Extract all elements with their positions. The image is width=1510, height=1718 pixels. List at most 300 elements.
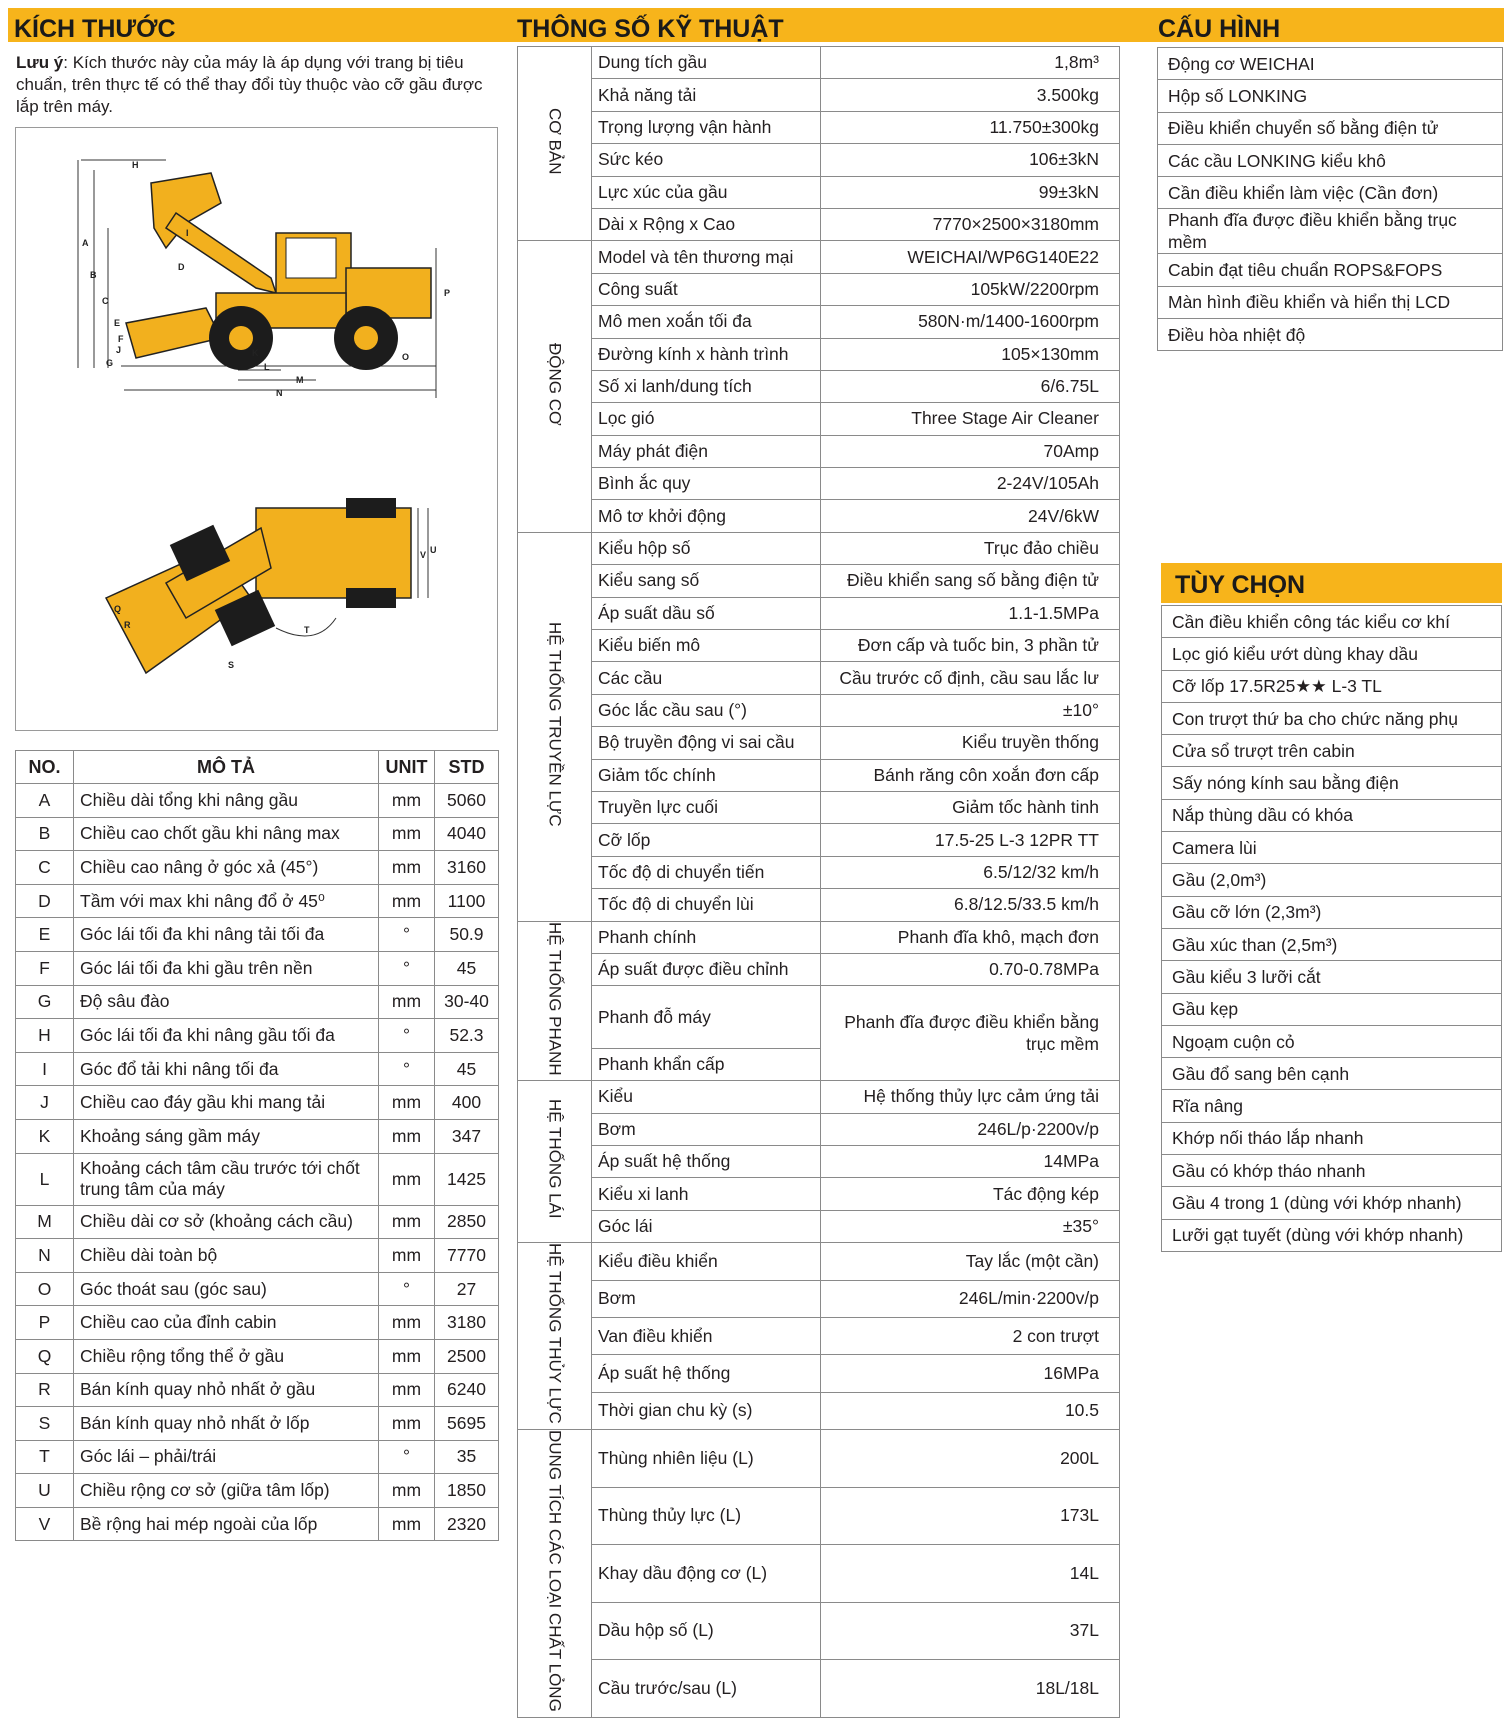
dimension-desc: Độ sâu đào — [74, 985, 379, 1019]
dimension-std: 45 — [435, 1052, 499, 1086]
option-row — [1162, 1187, 1502, 1219]
note-text: : Kích thước này của máy là áp dụng với trang bị tiêu chuẩn, trên thực tế có thể thay đổi tùy thuộc vào cỡ gầu được lắp trên máy. — [16, 53, 483, 116]
svg-text:C: C — [102, 296, 109, 306]
dimension-unit: ° — [379, 1272, 435, 1306]
col-no-header: NO. — [16, 751, 74, 784]
spec-value: Cầu trước cố định, cầu sau lắc lư — [821, 662, 1120, 694]
spec-label: Áp suất hệ thống — [592, 1145, 821, 1177]
spec-value: 105×130mm — [821, 338, 1120, 370]
spec-label: Van điều khiển — [592, 1317, 821, 1354]
dimension-unit: mm — [379, 1086, 435, 1120]
spec-row — [518, 1545, 1120, 1603]
dimension-no: L — [16, 1153, 74, 1205]
dimension-std: 52.3 — [435, 1019, 499, 1053]
spec-value: 580N·m/1400-1600rpm — [821, 306, 1120, 338]
spec-row — [518, 1210, 1120, 1242]
spec-value: Kiểu truyền thống — [821, 727, 1120, 759]
dimension-no: G — [16, 985, 74, 1019]
dimension-row — [16, 1153, 499, 1205]
dimension-unit: mm — [379, 1239, 435, 1273]
option-row — [1162, 767, 1502, 799]
dimensions-title: KÍCH THƯỚC — [14, 15, 176, 43]
option-row — [1162, 670, 1502, 702]
option-item: Gầu (2,0m³) — [1162, 864, 1502, 896]
spec-label: Số xi lanh/dung tích — [592, 370, 821, 402]
option-row — [1162, 864, 1502, 896]
spec-label: Áp suất dầu số — [592, 597, 821, 629]
spec-row — [518, 791, 1120, 823]
dimension-no: U — [16, 1474, 74, 1508]
config-list — [1157, 47, 1503, 351]
config-row — [1158, 144, 1503, 176]
config-row — [1158, 319, 1503, 351]
spec-row — [518, 1243, 1120, 1280]
spec-value: 10.5 — [821, 1392, 1120, 1429]
spec-row — [518, 1487, 1120, 1545]
dimension-desc: Góc đổ tải khi nâng tối đa — [74, 1052, 379, 1086]
spec-category — [518, 47, 592, 241]
spec-row — [518, 1081, 1120, 1113]
spec-label: Thùng nhiên liệu (L) — [592, 1429, 821, 1487]
option-item: Gầu xúc than (2,5m³) — [1162, 928, 1502, 960]
dimension-std: 27 — [435, 1272, 499, 1306]
dimension-row — [16, 1205, 499, 1239]
dimension-row — [16, 1407, 499, 1441]
dimension-std: 3160 — [435, 851, 499, 885]
spec-label: Giảm tốc chính — [592, 759, 821, 791]
dimension-unit: mm — [379, 1474, 435, 1508]
spec-value: 14MPa — [821, 1145, 1120, 1177]
option-item: Cỡ lốp 17.5R25★★ L-3 TL — [1162, 670, 1502, 702]
dimension-unit: mm — [379, 884, 435, 918]
dimension-row — [16, 1239, 499, 1273]
spec-value: 2 con trượt — [821, 1317, 1120, 1354]
dimension-no: S — [16, 1407, 74, 1441]
spec-value: ±10° — [821, 694, 1120, 726]
option-item: Cửa sổ trượt trên cabin — [1162, 735, 1502, 767]
svg-text:O: O — [402, 352, 410, 362]
config-item: Các cầu LONKING kiểu khô — [1158, 144, 1503, 176]
spec-row — [518, 1145, 1120, 1177]
dimension-no: P — [16, 1306, 74, 1340]
dimension-desc: Bán kính quay nhỏ nhất ở lốp — [74, 1407, 379, 1441]
spec-row — [518, 47, 1120, 79]
option-item: Gầu kiểu 3 lưỡi cắt — [1162, 961, 1502, 993]
spec-row — [518, 468, 1120, 500]
dimension-desc: Chiều cao của đỉnh cabin — [74, 1306, 379, 1340]
option-item: Sấy nóng kính sau bằng điện — [1162, 767, 1502, 799]
dimension-desc: Chiều dài tổng khi nâng gầu — [74, 784, 379, 818]
dimension-std: 2500 — [435, 1339, 499, 1373]
spec-row — [518, 921, 1120, 953]
dimension-no: M — [16, 1205, 74, 1239]
spec-value: 6.8/12.5/33.5 km/h — [821, 889, 1120, 921]
spec-label: Dầu hộp số (L) — [592, 1602, 821, 1660]
spec-value: 6/6.75L — [821, 370, 1120, 402]
option-row — [1162, 1025, 1502, 1057]
dimension-unit: mm — [379, 985, 435, 1019]
spec-label: Kiểu hộp số — [592, 532, 821, 564]
svg-text:J: J — [116, 345, 122, 355]
option-row — [1162, 799, 1502, 831]
col-unit-header: UNIT — [379, 751, 435, 784]
dimension-no: C — [16, 851, 74, 885]
spec-value: 1,8m³ — [821, 47, 1120, 79]
dimension-row — [16, 1339, 499, 1373]
config-item: Điều hòa nhiệt độ — [1158, 319, 1503, 351]
spec-label: Dung tích gầu — [592, 47, 821, 79]
dimension-desc: Chiều rộng cơ sở (giữa tâm lốp) — [74, 1474, 379, 1508]
spec-label: Model và tên thương mại — [592, 241, 821, 273]
spec-category-label: HỆ THỐNG THỦY LỰC — [545, 1243, 565, 1424]
spec-row — [518, 953, 1120, 985]
spec-label: Lọc gió — [592, 403, 821, 435]
option-row — [1162, 638, 1502, 670]
spec-value: 16MPa — [821, 1355, 1120, 1392]
dimension-std: 5695 — [435, 1407, 499, 1441]
dimension-no: F — [16, 951, 74, 985]
dimension-no: D — [16, 884, 74, 918]
dimension-std: 50.9 — [435, 918, 499, 952]
specs-title: THÔNG SỐ KỸ THUẬT — [517, 15, 784, 43]
spec-value: 246L/min·2200v/p — [821, 1280, 1120, 1317]
dimension-row — [16, 1306, 499, 1340]
option-item: Gầu có khớp tháo nhanh — [1162, 1155, 1502, 1187]
specs-table — [517, 46, 1120, 1718]
spec-label: Phanh chính — [592, 921, 821, 953]
dimension-std: 35 — [435, 1440, 499, 1474]
dimension-no: T — [16, 1440, 74, 1474]
spec-row — [518, 1660, 1120, 1718]
dimension-no: N — [16, 1239, 74, 1273]
spec-label: Kiểu điều khiển — [592, 1243, 821, 1280]
spec-label: Lực xúc của gầu — [592, 176, 821, 208]
spec-value: 1.1-1.5MPa — [821, 597, 1120, 629]
spec-row — [518, 565, 1120, 597]
dimension-no: E — [16, 918, 74, 952]
spec-row — [518, 79, 1120, 111]
dimension-row — [16, 851, 499, 885]
dimension-std: 45 — [435, 951, 499, 985]
svg-text:Q: Q — [114, 604, 122, 614]
dimension-row — [16, 1272, 499, 1306]
spec-value: 3.500kg — [821, 79, 1120, 111]
svg-text:P: P — [444, 288, 451, 298]
spec-category — [518, 921, 592, 1081]
dimension-desc: Chiều rộng tổng thể ở gầu — [74, 1339, 379, 1373]
spec-value: 200L — [821, 1429, 1120, 1487]
option-row — [1162, 702, 1502, 734]
spec-category-label: CƠ BẢN — [545, 107, 565, 175]
option-item: Rĩa nâng — [1162, 1090, 1502, 1122]
dimension-row — [16, 1052, 499, 1086]
dimension-unit: mm — [379, 1339, 435, 1373]
spec-row — [518, 1280, 1120, 1317]
dimension-desc: Tầm với max khi nâng đổ ở 45⁰ — [74, 884, 379, 918]
svg-text:M: M — [296, 375, 304, 385]
spec-label: Truyền lực cuối — [592, 791, 821, 823]
spec-label: Tốc độ di chuyển tiến — [592, 856, 821, 888]
svg-text:A: A — [82, 238, 89, 248]
spec-label: Áp suất được điều chỉnh — [592, 953, 821, 985]
dimension-std: 30-40 — [435, 985, 499, 1019]
dimension-desc: Góc thoát sau (góc sau) — [74, 1272, 379, 1306]
dimension-desc: Chiều cao chốt gầu khi nâng max — [74, 817, 379, 851]
spec-label: Kiểu sang số — [592, 565, 821, 597]
spec-row — [518, 435, 1120, 467]
dimension-std: 347 — [435, 1119, 499, 1153]
options-title: TÙY CHỌN — [1175, 571, 1306, 599]
spec-row — [518, 370, 1120, 402]
config-row — [1158, 286, 1503, 318]
spec-row — [518, 500, 1120, 532]
option-row — [1162, 735, 1502, 767]
option-row — [1162, 896, 1502, 928]
dimension-desc: Chiều cao đáy gầu khi mang tải — [74, 1086, 379, 1120]
dimension-std: 3180 — [435, 1306, 499, 1340]
dimension-no: I — [16, 1052, 74, 1086]
svg-text:L: L — [264, 362, 270, 372]
config-item: Phanh đĩa được điều khiển bằng trục mềm — [1158, 209, 1503, 254]
dimension-no: Q — [16, 1339, 74, 1373]
spec-row — [518, 403, 1120, 435]
col-desc-header: MÔ TẢ — [74, 751, 379, 784]
option-item: Lọc gió kiểu ướt dùng khay dầu — [1162, 638, 1502, 670]
spec-value: WEICHAI/WP6G140E22 — [821, 241, 1120, 273]
config-row — [1158, 80, 1503, 112]
spec-value: 6.5/12/32 km/h — [821, 856, 1120, 888]
dimension-no: J — [16, 1086, 74, 1120]
spec-row — [518, 694, 1120, 726]
spec-value: 11.750±300kg — [821, 111, 1120, 143]
options-list — [1161, 605, 1502, 1252]
dimension-unit: mm — [379, 1119, 435, 1153]
dimension-desc: Bán kính quay nhỏ nhất ở gầu — [74, 1373, 379, 1407]
dimension-row — [16, 918, 499, 952]
spec-label: Góc lắc cầu sau (°) — [592, 694, 821, 726]
spec-label: Tốc độ di chuyển lùi — [592, 889, 821, 921]
spec-value: 105kW/2200rpm — [821, 273, 1120, 305]
option-row — [1162, 961, 1502, 993]
dimension-unit: mm — [379, 1205, 435, 1239]
svg-text:T: T — [304, 625, 310, 635]
spec-row — [518, 824, 1120, 856]
dimension-unit: mm — [379, 817, 435, 851]
dimension-std: 1425 — [435, 1153, 499, 1205]
dimension-row — [16, 1019, 499, 1053]
spec-row — [518, 759, 1120, 791]
config-row — [1158, 177, 1503, 209]
dimension-row — [16, 1507, 499, 1541]
spec-value: Hệ thống thủy lực cảm ứng tải — [821, 1081, 1120, 1113]
spec-row — [518, 986, 1120, 1048]
spec-value: Three Stage Air Cleaner — [821, 403, 1120, 435]
spec-row — [518, 1113, 1120, 1145]
dimension-row — [16, 1119, 499, 1153]
spec-row — [518, 1355, 1120, 1392]
spec-value: 173L — [821, 1487, 1120, 1545]
spec-row — [518, 532, 1120, 564]
spec-value: 14L — [821, 1545, 1120, 1603]
option-item: Ngoạm cuộn cỏ — [1162, 1025, 1502, 1057]
svg-text:E: E — [114, 318, 121, 328]
svg-text:I: I — [186, 228, 189, 238]
spec-label: Kiểu biến mô — [592, 630, 821, 662]
spec-row — [518, 630, 1120, 662]
spec-value: Bánh răng côn xoắn đơn cấp — [821, 759, 1120, 791]
note-label: Lưu ý — [16, 53, 64, 72]
option-row — [1162, 832, 1502, 864]
dimension-std: 400 — [435, 1086, 499, 1120]
option-item: Gầu 4 trong 1 (dùng với khớp nhanh) — [1162, 1187, 1502, 1219]
config-row — [1158, 112, 1503, 144]
spec-value: Điều khiển sang số bằng điện tử — [821, 565, 1120, 597]
dimension-unit: mm — [379, 851, 435, 885]
svg-text:N: N — [276, 388, 283, 398]
dimension-unit: ° — [379, 951, 435, 985]
dimension-desc: Bề rộng hai mép ngoài của lốp — [74, 1507, 379, 1541]
spec-row — [518, 306, 1120, 338]
dimension-row — [16, 1373, 499, 1407]
spec-value: Giảm tốc hành tinh — [821, 791, 1120, 823]
option-item: Gầu đổ sang bên cạnh — [1162, 1058, 1502, 1090]
spec-label: Phanh khẩn cấp — [592, 1048, 821, 1080]
dimension-row — [16, 985, 499, 1019]
dimension-no: H — [16, 1019, 74, 1053]
config-row — [1158, 48, 1503, 80]
spec-label: Đường kính x hành trình — [592, 338, 821, 370]
config-title: CẤU HÌNH — [1158, 15, 1281, 43]
spec-row — [518, 727, 1120, 759]
dimension-desc: Góc lái – phải/trái — [74, 1440, 379, 1474]
spec-row — [518, 208, 1120, 240]
spec-value: Phanh đĩa được điều khiển bằng trục mềm — [821, 986, 1120, 1081]
spec-row — [518, 1317, 1120, 1354]
spec-label: Cỡ lốp — [592, 824, 821, 856]
spec-row — [518, 176, 1120, 208]
spec-label: Thùng thủy lực (L) — [592, 1487, 821, 1545]
spec-row — [518, 1178, 1120, 1210]
col-std-header: STD — [435, 751, 499, 784]
dimension-std: 6240 — [435, 1373, 499, 1407]
svg-text:D: D — [178, 262, 185, 272]
dimension-no: R — [16, 1373, 74, 1407]
spec-label: Sức kéo — [592, 144, 821, 176]
spec-category-label: HỆ THỐNG TRUYỀN LỰC — [545, 621, 565, 827]
option-row — [1162, 928, 1502, 960]
spec-row — [518, 338, 1120, 370]
dimension-desc: Góc lái tối đa khi gầu trên nền — [74, 951, 379, 985]
dimension-note — [16, 52, 486, 118]
option-row — [1162, 1122, 1502, 1154]
spec-row — [518, 889, 1120, 921]
svg-text:R: R — [124, 620, 131, 630]
spec-row — [518, 241, 1120, 273]
spec-value: 7770×2500×3180mm — [821, 208, 1120, 240]
dimension-unit: ° — [379, 1052, 435, 1086]
spec-category — [518, 1429, 592, 1717]
option-item: Camera lùi — [1162, 832, 1502, 864]
svg-text:H: H — [132, 160, 139, 170]
dimension-desc: Góc lái tối đa khi nâng gầu tối đa — [74, 1019, 379, 1053]
dimension-desc: Chiều dài toàn bộ — [74, 1239, 379, 1273]
spec-category-label: HỆ THỐNG LÁI — [545, 1099, 565, 1219]
dimension-row — [16, 817, 499, 851]
dimension-unit: mm — [379, 1407, 435, 1441]
option-row — [1162, 606, 1502, 638]
spec-value: 2-24V/105Ah — [821, 468, 1120, 500]
option-item: Con trượt thứ ba cho chức năng phụ — [1162, 702, 1502, 734]
dimension-std: 5060 — [435, 784, 499, 818]
spec-label: Kiểu xi lanh — [592, 1178, 821, 1210]
spec-value: 106±3kN — [821, 144, 1120, 176]
spec-row — [518, 597, 1120, 629]
spec-value: 246L/p·2200v/p — [821, 1113, 1120, 1145]
spec-value: 0.70-0.78MPa — [821, 953, 1120, 985]
spec-row — [518, 856, 1120, 888]
spec-value: Đơn cấp và tuốc bin, 3 phần tử — [821, 630, 1120, 662]
option-row — [1162, 1058, 1502, 1090]
loader-drawing — [16, 128, 499, 732]
option-item: Gầu kẹp — [1162, 993, 1502, 1025]
spec-value: Tay lắc (một cần) — [821, 1243, 1120, 1280]
svg-text:V: V — [420, 550, 427, 560]
option-item: Nắp thùng dầu có khóa — [1162, 799, 1502, 831]
dimension-std: 2850 — [435, 1205, 499, 1239]
spec-value: 37L — [821, 1602, 1120, 1660]
spec-label: Các cầu — [592, 662, 821, 694]
spec-row — [518, 1429, 1120, 1487]
config-item: Điều khiển chuyển số bằng điện tử — [1158, 112, 1503, 144]
dimension-unit: mm — [379, 784, 435, 818]
dimension-std: 1100 — [435, 884, 499, 918]
spec-value: 99±3kN — [821, 176, 1120, 208]
svg-text:G: G — [106, 358, 114, 368]
dimensions-header-row — [16, 751, 499, 784]
option-row — [1162, 1090, 1502, 1122]
dimension-unit: ° — [379, 1440, 435, 1474]
dimension-desc: Góc lái tối đa khi nâng tải tối đa — [74, 918, 379, 952]
spec-category — [518, 1243, 592, 1430]
spec-label: Thời gian chu kỳ (s) — [592, 1392, 821, 1429]
spec-row — [518, 111, 1120, 143]
spec-label: Bơm — [592, 1113, 821, 1145]
dimension-unit: mm — [379, 1306, 435, 1340]
spec-category — [518, 532, 592, 921]
dimension-unit: ° — [379, 918, 435, 952]
spec-row — [518, 1602, 1120, 1660]
spec-value: 18L/18L — [821, 1660, 1120, 1718]
spec-label: Khay dầu động cơ (L) — [592, 1545, 821, 1603]
svg-text:U: U — [430, 545, 437, 555]
option-row — [1162, 1155, 1502, 1187]
dimension-row — [16, 1086, 499, 1120]
svg-text:B: B — [90, 270, 97, 280]
dimension-row — [16, 1474, 499, 1508]
spec-category — [518, 1081, 592, 1243]
dimension-std: 7770 — [435, 1239, 499, 1273]
config-item: Hộp số LONKING — [1158, 80, 1503, 112]
dimension-std: 2320 — [435, 1507, 499, 1541]
spec-value: 17.5-25 L-3 12PR TT — [821, 824, 1120, 856]
dimension-row — [16, 1440, 499, 1474]
spec-label: Bơm — [592, 1280, 821, 1317]
dimension-unit: ° — [379, 1019, 435, 1053]
spec-category-label: DUNG TÍCH CÁC LOẠI CHẤT LỎNG — [545, 1429, 565, 1712]
spec-label: Công suất — [592, 273, 821, 305]
dimensions-table — [15, 750, 499, 1541]
spec-label: Khả năng tải — [592, 79, 821, 111]
